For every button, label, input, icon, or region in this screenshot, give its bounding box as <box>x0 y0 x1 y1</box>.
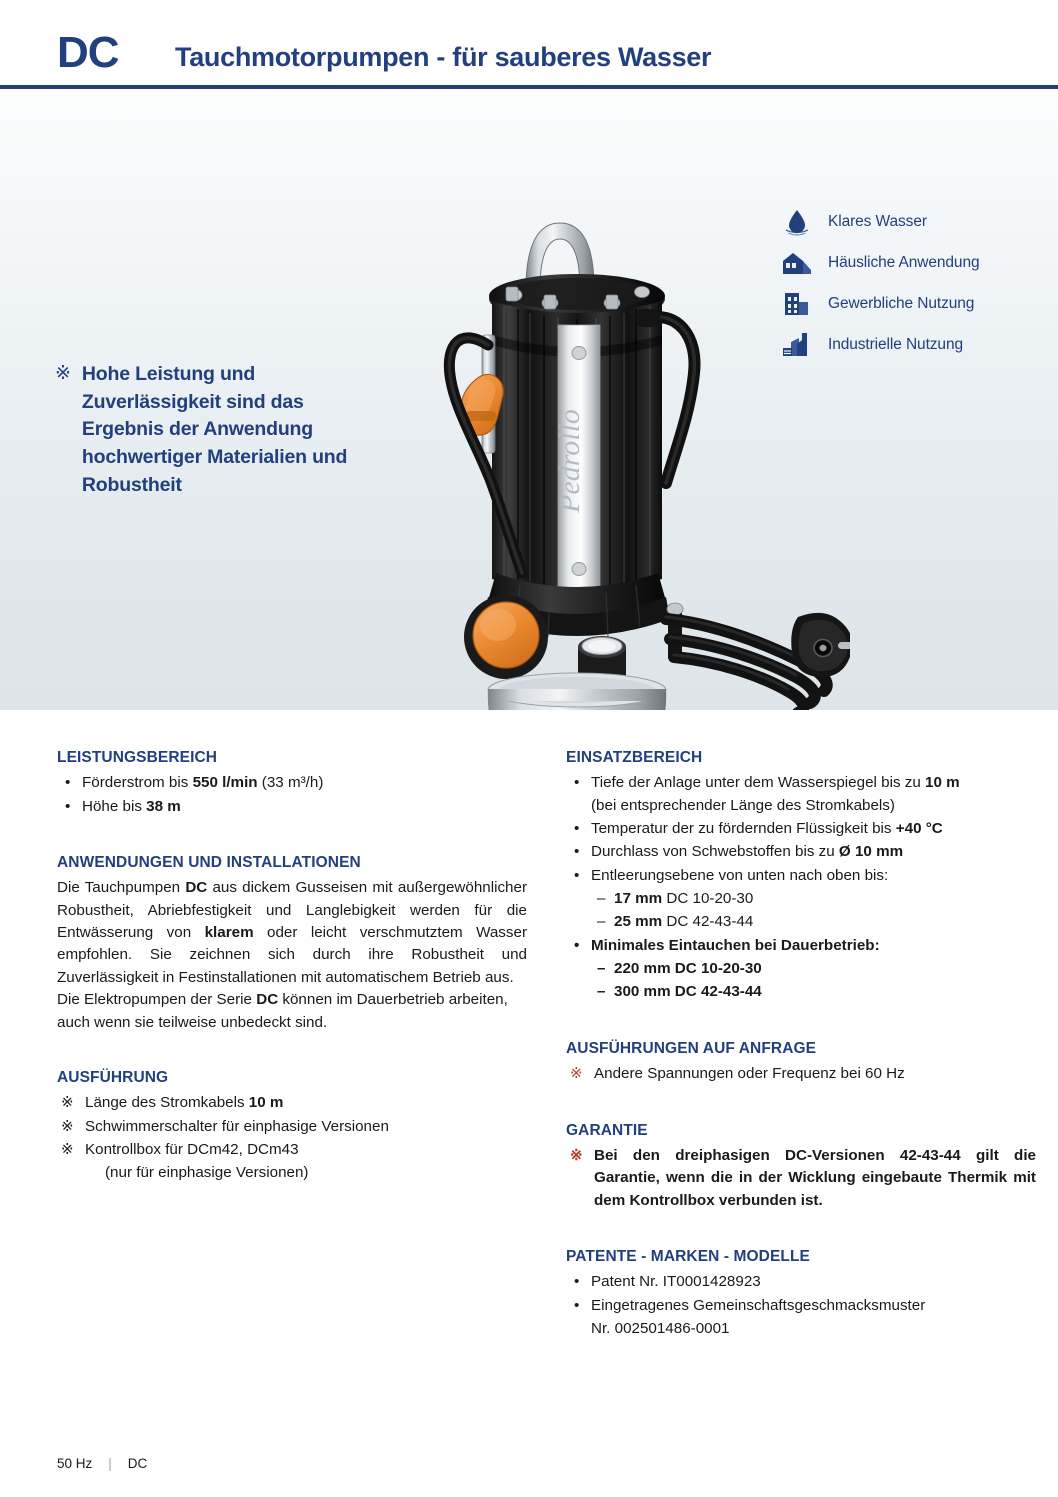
bullet-icon: • <box>574 774 580 792</box>
legend-label: Industrielle Nutzung <box>828 335 963 353</box>
sub-list-item <box>566 911 1036 933</box>
item-text: Minimales Eintauchen bei Dauerbetrieb: <box>591 936 880 954</box>
para-text: Die Tauchpumpen <box>57 879 186 897</box>
section-heading-patents: PATENTE - MARKEN - MODELLE <box>566 1247 810 1265</box>
item-bold: 10 m <box>248 1094 284 1112</box>
left-content-column <box>57 748 527 1186</box>
dash-icon: – <box>597 983 606 1001</box>
performance-list <box>57 772 527 818</box>
item-bold: 10 m <box>925 774 960 792</box>
section-heading-on-request: AUSFÜHRUNGEN AUF ANFRAGE <box>566 1039 817 1057</box>
item-text: Förderstrom bis <box>82 774 193 792</box>
list-item <box>566 1295 1036 1317</box>
legend-label: Klares Wasser <box>828 212 927 230</box>
bullet-icon: • <box>574 936 580 954</box>
bullet-icon: • <box>574 866 580 884</box>
item-bold: +40 °C <box>895 820 943 838</box>
item-bold: 38 m <box>146 797 181 815</box>
para-text: können im Dauerbetrieb arbeiten, auch wenn sie teilweise unbedeckt sind. <box>57 991 508 1031</box>
legend-item-clear-water <box>780 201 1030 242</box>
item-text: Temperatur der zu fördernden Flüssigkeit bis <box>591 820 896 838</box>
bullet-icon: • <box>65 774 71 792</box>
section-heading-field-of-use: EINSATZBEREICH <box>566 749 703 766</box>
bullet-icon: • <box>574 1273 580 1291</box>
asterisk-marker-icon: ※ <box>61 1140 74 1158</box>
dash-icon: – <box>597 913 606 931</box>
list-item <box>566 772 1036 817</box>
para-text: oder leicht verschmutztem Wasser empfohlen. Sie zeichnen sich durch ihre Robustheit und Zuverlässigkeit in Festinstallationen mit automatischem Betrieb aus. <box>57 924 528 986</box>
on-request-list <box>566 1063 1036 1085</box>
sub-list-item <box>566 888 1036 910</box>
item-text: Patent Nr. IT0001428923 <box>591 1273 761 1291</box>
spacer <box>566 1005 1036 1039</box>
page-header <box>0 0 1058 86</box>
item-text: Tiefe der Anlage unter dem Wasserspiegel bis zu <box>591 774 926 792</box>
section-heading-warranty: GARANTIE <box>566 1121 648 1139</box>
asterisk-marker-icon: ※ <box>61 1094 74 1112</box>
bullet-icon: • <box>65 797 71 815</box>
factory-icon <box>780 330 814 360</box>
list-item-continuation: Nr. 002501486-0001 <box>591 1320 730 1337</box>
list-item <box>566 818 1036 840</box>
item-text: Kontrollbox für DCm42, DCm43 <box>85 1140 299 1158</box>
spacer <box>566 1213 1036 1247</box>
legend-item-industrial-use <box>780 324 1030 365</box>
item-text: Andere Spannungen oder Frequenz bei 60 Hz <box>594 1065 905 1083</box>
footer-frequency: 50 Hz <box>57 1456 93 1471</box>
legend-item-domestic-use <box>780 242 1030 283</box>
applications-paragraph-1 <box>57 877 527 989</box>
list-item <box>566 1271 1036 1293</box>
section-heading-execution: AUSFÜHRUNG <box>57 1068 169 1086</box>
hero-claim <box>55 361 365 499</box>
item-text: Schwimmerschalter für einphasige Versionen <box>85 1117 389 1135</box>
item-text: Entleerungsebene von unten nach oben bis: <box>591 866 889 884</box>
sub-list-item <box>566 981 1036 1003</box>
para-text: aus dickem Gusseisen mit außergewöhnlicher Robustheit, Abriebfestigkeit und Langlebigkeit werden für die Entwässerung von <box>57 879 528 942</box>
item-bold: 25 mm <box>614 913 663 931</box>
para-bold: DC <box>185 879 208 897</box>
bullet-icon: • <box>574 1296 580 1314</box>
asterisk-marker-icon: ※ <box>570 1065 583 1083</box>
item-text: Durchlass von Schwebstoffen bis zu <box>591 843 839 861</box>
list-item <box>57 796 527 818</box>
item-text: Länge des Stromkabels <box>85 1094 249 1112</box>
legend-label: Gewerbliche Nutzung <box>828 294 975 312</box>
asterisk-marker-icon: ※ <box>55 363 71 384</box>
list-item <box>57 1092 527 1114</box>
page-footer <box>57 1456 147 1471</box>
applications-paragraph-2 <box>57 989 527 1034</box>
para-bold: klarem <box>204 924 254 942</box>
legend-label: Häusliche Anwendung <box>828 253 980 271</box>
svg-text:Pedrollo: Pedrollo <box>553 409 586 513</box>
item-bold: 550 l/min <box>192 774 258 792</box>
list-item <box>57 1116 527 1138</box>
list-item <box>566 1145 1036 1212</box>
item-suffix: DC 10-20-30 <box>662 890 754 908</box>
item-text: Höhe bis <box>82 797 147 815</box>
section-heading-applications: ANWENDUNGEN UND INSTALLATIONEN <box>57 854 361 872</box>
list-item <box>57 772 527 794</box>
item-text: Eingetragenes Gemeinschaftsgeschmacksmuster <box>591 1296 926 1314</box>
asterisk-marker-icon: ※ <box>61 1117 74 1135</box>
item-second-line: (bei entsprechender Länge des Stromkabels) <box>591 796 895 814</box>
spacer <box>566 1087 1036 1121</box>
patents-list <box>566 1271 1036 1340</box>
item-text: 220 mm DC 10-20-30 <box>614 960 762 978</box>
list-item <box>566 1063 1036 1085</box>
list-item <box>566 935 1036 957</box>
bullet-icon: • <box>574 820 580 838</box>
dash-icon: – <box>597 960 606 978</box>
office-building-icon <box>780 289 814 319</box>
list-item <box>566 865 1036 887</box>
dash-icon: – <box>597 890 606 908</box>
sub-list-item <box>566 958 1036 980</box>
footer-divider: | <box>108 1456 112 1471</box>
hero-section <box>0 89 1058 710</box>
footer-series: DC <box>127 1456 148 1471</box>
asterisk-marker-icon: ※ <box>570 1146 583 1164</box>
item-suffix: DC 42-43-44 <box>662 913 754 931</box>
para-text: Die Elektropumpen der Serie <box>57 991 257 1009</box>
spacer <box>57 819 527 853</box>
hero-claim-text: Hohe Leistung und Zuverlässigkeit sind das Ergebnis der Anwendung hochwertiger Materialien und Robustheit <box>81 363 348 496</box>
para-bold: DC <box>256 991 279 1009</box>
legend-item-commercial-use <box>780 283 1030 324</box>
item-bold: 17 mm <box>614 890 663 908</box>
spacer <box>57 1034 527 1068</box>
item-suffix: (33 m³/h) <box>257 774 324 792</box>
right-content-column <box>566 748 1036 1341</box>
item-text: Bei den dreiphasigen DC-Versionen 42-43-44 gilt die Garantie, wenn die in der Wicklung eingebaute Thermik mit dem Kontrollbox verbunden ist. <box>594 1146 1036 1209</box>
bullet-icon: • <box>574 843 580 861</box>
field-of-use-list <box>566 772 1036 1003</box>
execution-list <box>57 1092 527 1184</box>
section-heading-performance: LEISTUNGSBEREICH <box>57 749 218 766</box>
list-item <box>566 841 1036 863</box>
product-code: DC <box>57 28 119 77</box>
item-text: 300 mm DC 42-43-44 <box>614 983 762 1001</box>
list-item <box>57 1139 527 1161</box>
list-item-continuation: (nur für einphasige Versionen) <box>105 1164 309 1182</box>
item-bold: Ø 10 mm <box>838 843 904 861</box>
page-title: Tauchmotorpumpen - für sauberes Wasser <box>175 42 712 72</box>
water-drop-icon <box>780 207 814 237</box>
house-icon <box>780 248 814 278</box>
application-legend <box>780 201 1030 365</box>
warranty-list <box>566 1145 1036 1212</box>
